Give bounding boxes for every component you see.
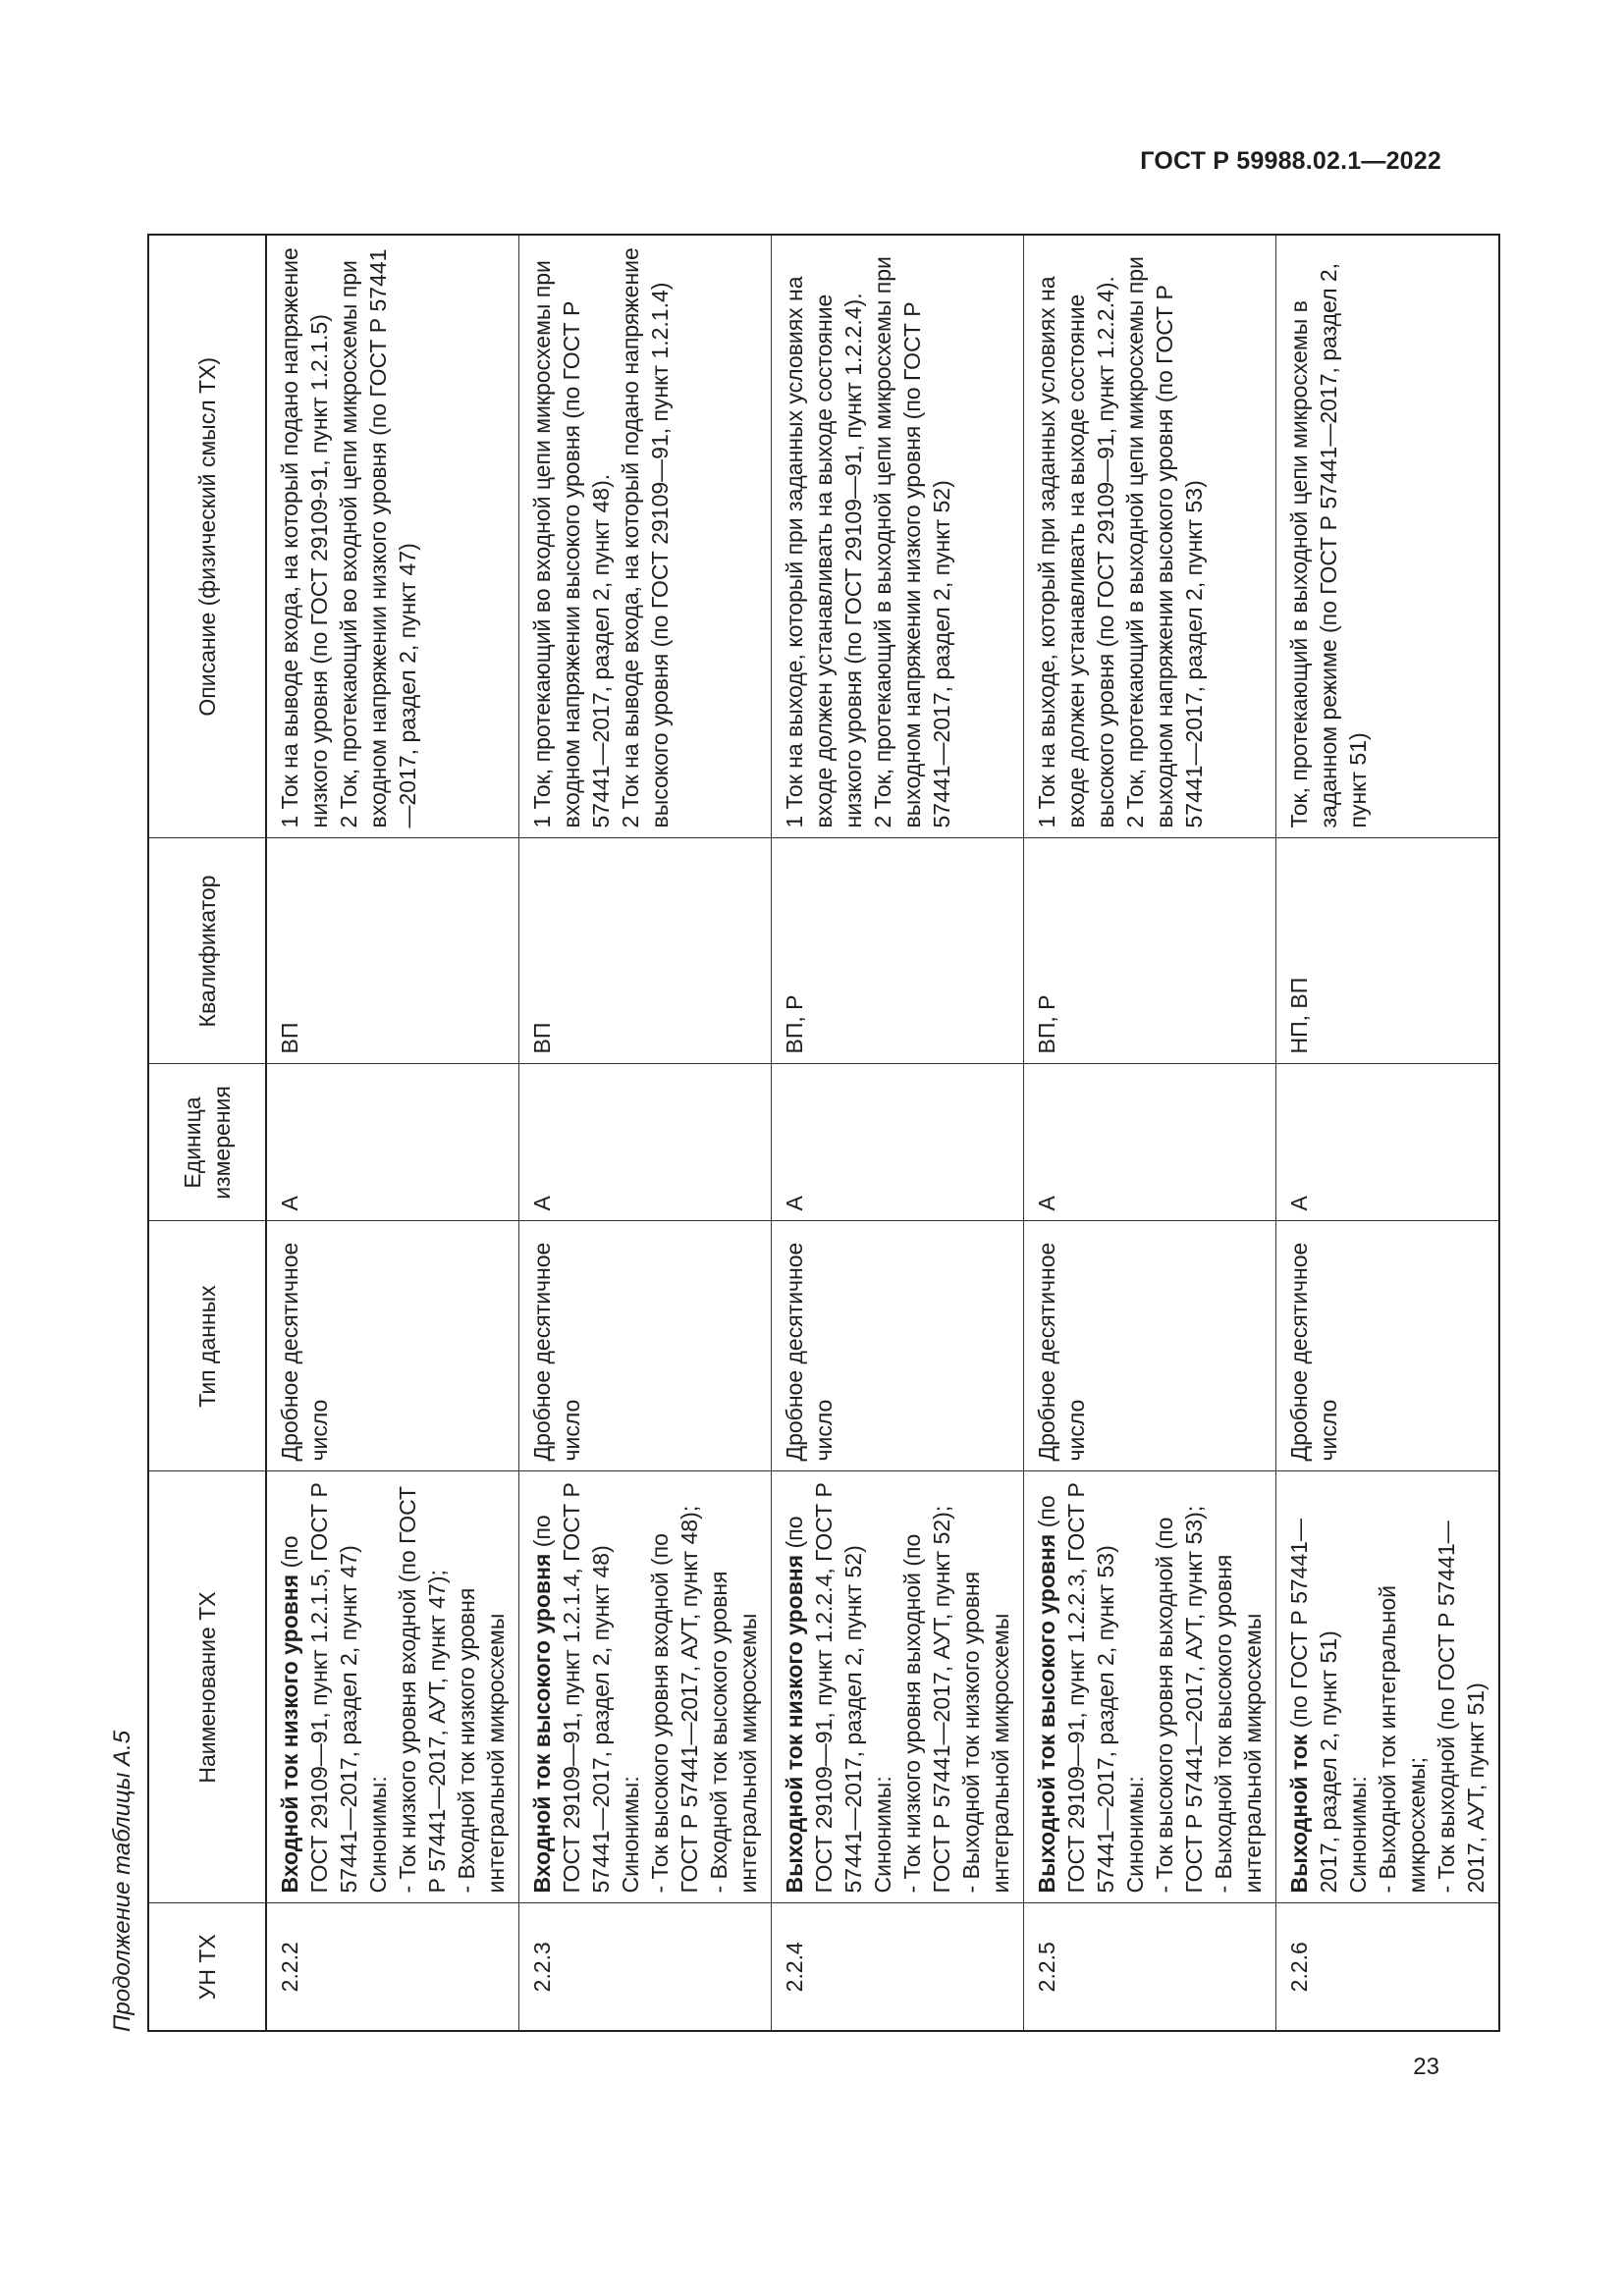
cell-unit: А <box>1276 1064 1500 1221</box>
name-rest: (по ГОСТ 29109—91, пункт 1.2.1.4, ГОСТ Р 57441—2017, раздел 2, пункт 48) <box>529 1482 614 1894</box>
name-rest: (по ГОСТ 29109—91, пункт 1.2.2.4, ГОСТ Р 57441—2017, раздел 2, пункт 52) <box>782 1482 866 1894</box>
cell-type: Дробное десятичное число <box>266 1221 519 1471</box>
cell-description <box>1276 235 1500 838</box>
name-rest: (по ГОСТ Р 57441—2017, раздел 2, пункт 51) <box>1286 1518 1341 1894</box>
cell-type: Дробное десятичное число <box>1024 1221 1276 1471</box>
cell-qualifier: ВП, Р <box>772 838 1024 1064</box>
synonym-item: - Ток высокого уровня входной (по ГОСТ Р 57441—2017, АУТ, пункт 48); <box>647 1505 702 1894</box>
name-bold: Выходной ток <box>1286 1734 1312 1894</box>
synonyms-label: Синонимы: <box>1345 1776 1371 1894</box>
column-header-name: Наименование ТХ <box>148 1471 266 1903</box>
description-item: 1 Ток на выходе, который при заданных условиях на входе должен устанавливать на выходе состояние низкого уровня (по ГОСТ 29109—91, пункт 1.2.2.4). <box>782 276 866 828</box>
table-row <box>1276 235 1500 2031</box>
document-code: ГОСТ Р 59988.02.1—2022 <box>1140 147 1441 175</box>
name-rest: (по ГОСТ 29109—91, пункт 1.2.1.5, ГОСТ Р 57441—2017, раздел 2, пункт 47) <box>277 1482 361 1894</box>
cell-name <box>266 1471 519 1903</box>
synonym-item: - Выходной ток высокого уровня интегральной микросхемы <box>1211 1554 1266 1894</box>
cell-qualifier: ВП <box>266 838 519 1064</box>
name-bold: Входной ток низкого уровня <box>277 1574 302 1894</box>
cell-name <box>1024 1471 1276 1903</box>
table-frame <box>147 236 1489 2032</box>
cell-code: 2.2.2 <box>266 1903 519 2031</box>
cell-type: Дробное десятичное число <box>772 1221 1024 1471</box>
description-item: 2 Ток, протекающий в выходной цепи микросхемы при выходном напряжении низкого уровня (по ГОСТ Р 57441—2017, раздел 2, пункт 52) <box>870 256 954 828</box>
synonym-item: - Выходной ток низкого уровня интегральной микросхемы <box>958 1571 1013 1894</box>
cell-name <box>772 1471 1024 1903</box>
cell-name <box>1276 1471 1500 1903</box>
name-bold: Выходной ток высокого уровня <box>1034 1533 1059 1894</box>
cell-description <box>772 235 1024 838</box>
synonym-item: - Ток высокого уровня выходной (по ГОСТ Р 57441—2017, АУТ, пункт 53); <box>1152 1505 1207 1894</box>
cell-qualifier: ВП, Р <box>1024 838 1276 1064</box>
description-item: 1 Ток на выходе, который при заданных условиях на входе должен устанавливать на выходе состояние высокого уровня (по ГОСТ 29109—91, пункт 1.2.2.4). <box>1034 276 1118 828</box>
cell-description <box>266 235 519 838</box>
column-header-unit: Единица измерения <box>148 1064 266 1221</box>
cell-code: 2.2.5 <box>1024 1903 1276 2031</box>
description-item: 2 Ток, протекающий во входной цепи микросхемы при входном напряжении низкого уровня (по ГОСТ Р 57441—2017, раздел 2, пункт 47) <box>336 248 420 828</box>
name-bold: Входной ток высокого уровня <box>529 1553 555 1894</box>
table-row <box>1024 235 1276 2031</box>
cell-unit: А <box>266 1064 519 1221</box>
synonym-item: - Ток выходной (по ГОСТ Р 57441—2017, АУТ, пункт 51) <box>1434 1521 1489 1894</box>
characteristics-table <box>147 234 1500 2032</box>
cell-name <box>519 1471 772 1903</box>
column-header-code: УН ТХ <box>148 1903 266 2031</box>
column-header-qualifier: Квалификатор <box>148 838 266 1064</box>
synonyms-label: Синонимы: <box>365 1776 391 1894</box>
synonyms-label: Синонимы: <box>870 1776 895 1894</box>
table-caption: Продолжение таблицы А.5 <box>109 1730 135 2032</box>
cell-code: 2.2.4 <box>772 1903 1024 2031</box>
name-bold: Выходной ток низкого уровня <box>782 1554 807 1894</box>
cell-type: Дробное десятичное число <box>519 1221 772 1471</box>
description-item: Ток, протекающий в выходной цепи микросхемы в заданном режиме (по ГОСТ Р 57441—2017, раздел 2, пункт 51) <box>1286 262 1371 828</box>
rotated-table-page <box>108 236 1489 2032</box>
cell-qualifier: ВП <box>519 838 772 1064</box>
synonym-item: - Входной ток высокого уровня интегральной микросхемы <box>706 1571 761 1894</box>
cell-unit: А <box>772 1064 1024 1221</box>
table-row <box>266 235 519 2031</box>
synonym-item: - Выходной ток интегральной микросхемы; <box>1375 1585 1430 1894</box>
cell-type: Дробное десятичное число <box>1276 1221 1500 1471</box>
synonym-item: - Входной ток низкого уровня интегральной микросхемы <box>454 1587 509 1894</box>
cell-unit: А <box>1024 1064 1276 1221</box>
description-item: 1 Ток, протекающий во входной цепи микросхемы при входном напряжении высокого уровня (по ГОСТ Р 57441—2017, раздел 2, пункт 48). <box>529 260 614 828</box>
cell-code: 2.2.3 <box>519 1903 772 2031</box>
name-rest: (по ГОСТ 29109—91, пункт 1.2.2.3, ГОСТ Р 57441—2017, раздел 2, пункт 53) <box>1034 1482 1118 1894</box>
page-number: 23 <box>1413 2054 1439 2080</box>
description-item: 1 Ток на выводе входа, на который подано напряжение низкого уровня (по ГОСТ 29109-91, пункт 1.2.1.5) <box>277 247 332 828</box>
description-item: 2 Ток на выводе входа, на который подано напряжение высокого уровня (по ГОСТ 29109—91, пункт 1.2.1.4) <box>618 247 673 828</box>
synonyms-label: Синонимы: <box>618 1776 643 1894</box>
cell-unit: А <box>519 1064 772 1221</box>
synonym-item: - Ток низкого уровня входной (по ГОСТ Р 57441—2017, АУТ, пункт 47); <box>395 1485 450 1894</box>
table-row <box>772 235 1024 2031</box>
synonym-item: - Ток низкого уровня выходной (по ГОСТ Р 57441—2017, АУТ, пункт 52); <box>899 1505 954 1894</box>
description-item: 2 Ток, протекающий в выходной цепи микросхемы при выходном напряжении высокого уровня (по ГОСТ Р 57441—2017, раздел 2, пункт 53) <box>1122 256 1207 828</box>
cell-description <box>519 235 772 838</box>
column-header-description: Описание (физический смысл ТХ) <box>148 235 266 838</box>
synonyms-label: Синонимы: <box>1122 1776 1148 1894</box>
column-header-type: Тип данных <box>148 1221 266 1471</box>
cell-code: 2.2.6 <box>1276 1903 1500 2031</box>
cell-description <box>1024 235 1276 838</box>
cell-qualifier: НП, ВП <box>1276 838 1500 1064</box>
table-header-row <box>148 235 266 2031</box>
table-row <box>519 235 772 2031</box>
